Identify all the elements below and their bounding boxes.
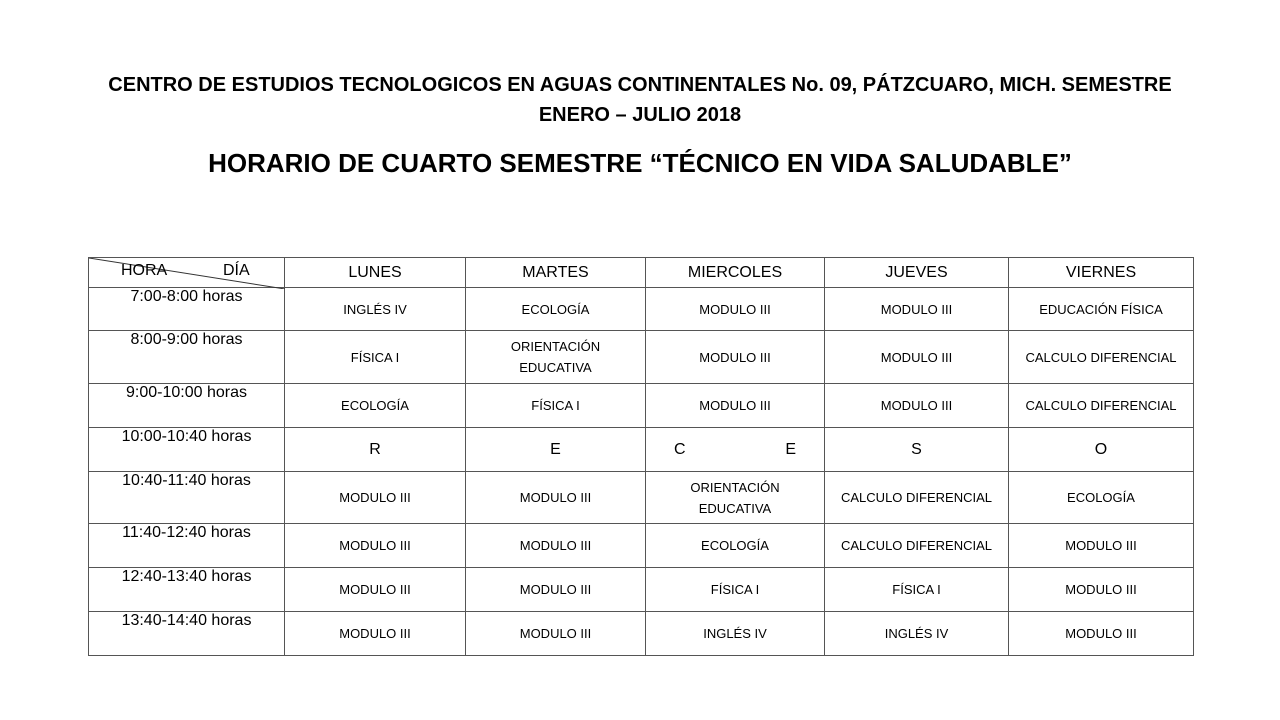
institution-name: CENTRO DE ESTUDIOS TECNOLOGICOS EN AGUAS CONTINENTALES No. 09, PÁTZCUARO, MICH. SEMESTRE	[108, 74, 1172, 96]
page-title: HORARIO DE CUARTO SEMESTRE “TÉCNICO EN VIDA SALUDABLE”	[208, 148, 1072, 178]
class-cell: CALCULO DIFERENCIAL	[825, 524, 1009, 568]
class-cell: ECOLOGÍA	[466, 288, 646, 331]
class-cell: MODULO III	[466, 568, 646, 612]
recess-letter: S	[825, 428, 1009, 472]
hour-cell: 10:40-11:40 horas	[89, 472, 285, 524]
class-cell: ORIENTACIÓN EDUCATIVA	[466, 331, 646, 384]
table-row	[89, 568, 1194, 612]
class-cell: INGLÉS IV	[825, 612, 1009, 656]
day-header-thursday: JUEVES	[825, 258, 1009, 288]
class-cell: MODULO III	[285, 524, 466, 568]
class-cell: CALCULO DIFERENCIAL	[1009, 331, 1194, 384]
class-cell: MODULO III	[1009, 568, 1194, 612]
table-row	[89, 524, 1194, 568]
recess-letter: E	[785, 440, 796, 458]
hour-cell: 8:00-9:00 horas	[89, 331, 285, 384]
day-header-monday: LUNES	[285, 258, 466, 288]
class-cell: MODULO III	[285, 612, 466, 656]
class-cell: MODULO III	[825, 331, 1009, 384]
hour-cell: 9:00-10:00 horas	[89, 384, 285, 428]
class-cell: MODULO III	[1009, 612, 1194, 656]
recess-letter: C	[674, 440, 686, 458]
class-cell: EDUCACIÓN FÍSICA	[1009, 288, 1194, 331]
diagonal-divider-icon	[89, 258, 285, 289]
hour-cell: 12:40-13:40 horas	[89, 568, 285, 612]
class-cell: MODULO III	[285, 472, 466, 524]
class-cell: MODULO III	[466, 612, 646, 656]
day-column-label: DÍA	[223, 262, 250, 279]
hour-column-label: HORA	[121, 262, 168, 279]
header-row	[89, 258, 1194, 288]
table-row	[89, 472, 1194, 524]
class-cell: MODULO III	[646, 384, 825, 428]
class-cell: ORIENTACIÓN EDUCATIVA	[646, 472, 825, 524]
corner-header	[89, 258, 285, 288]
table-row	[89, 612, 1194, 656]
class-cell: INGLÉS IV	[646, 612, 825, 656]
table-row	[89, 384, 1194, 428]
table-row	[89, 288, 1194, 331]
class-cell: ECOLOGÍA	[1009, 472, 1194, 524]
day-header-friday: VIERNES	[1009, 258, 1194, 288]
hour-cell: 13:40-14:40 horas	[89, 612, 285, 656]
class-cell: MODULO III	[646, 288, 825, 331]
class-cell: INGLÉS IV	[285, 288, 466, 331]
class-cell: MODULO III	[285, 568, 466, 612]
recess-letter: O	[1009, 428, 1194, 472]
semester-period: ENERO – JULIO 2018	[538, 104, 742, 126]
hour-cell: 7:00-8:00 horas	[89, 288, 285, 331]
hour-cell: 10:00-10:40 horas	[89, 428, 285, 472]
recess-row	[89, 428, 1194, 472]
class-cell: ECOLOGÍA	[646, 524, 825, 568]
class-cell: FÍSICA I	[825, 568, 1009, 612]
class-cell: MODULO III	[825, 288, 1009, 331]
class-cell: MODULO III	[466, 524, 646, 568]
class-cell: MODULO III	[825, 384, 1009, 428]
day-header-tuesday: MARTES	[466, 258, 646, 288]
recess-letter: E	[466, 428, 646, 472]
class-cell: FÍSICA I	[466, 384, 646, 428]
table-row	[89, 331, 1194, 384]
class-cell: MODULO III	[1009, 524, 1194, 568]
hour-cell: 11:40-12:40 horas	[89, 524, 285, 568]
recess-letter: R	[285, 428, 466, 472]
class-cell: ECOLOGÍA	[285, 384, 466, 428]
day-header-wednesday: MIERCOLES	[646, 258, 825, 288]
class-cell: FÍSICA I	[285, 331, 466, 384]
class-cell: MODULO III	[646, 331, 825, 384]
class-cell: CALCULO DIFERENCIAL	[825, 472, 1009, 524]
class-cell: FÍSICA I	[646, 568, 825, 612]
class-cell: MODULO III	[466, 472, 646, 524]
recess-letter-pair	[646, 428, 825, 472]
schedule-table	[88, 257, 1194, 656]
class-cell: CALCULO DIFERENCIAL	[1009, 384, 1194, 428]
